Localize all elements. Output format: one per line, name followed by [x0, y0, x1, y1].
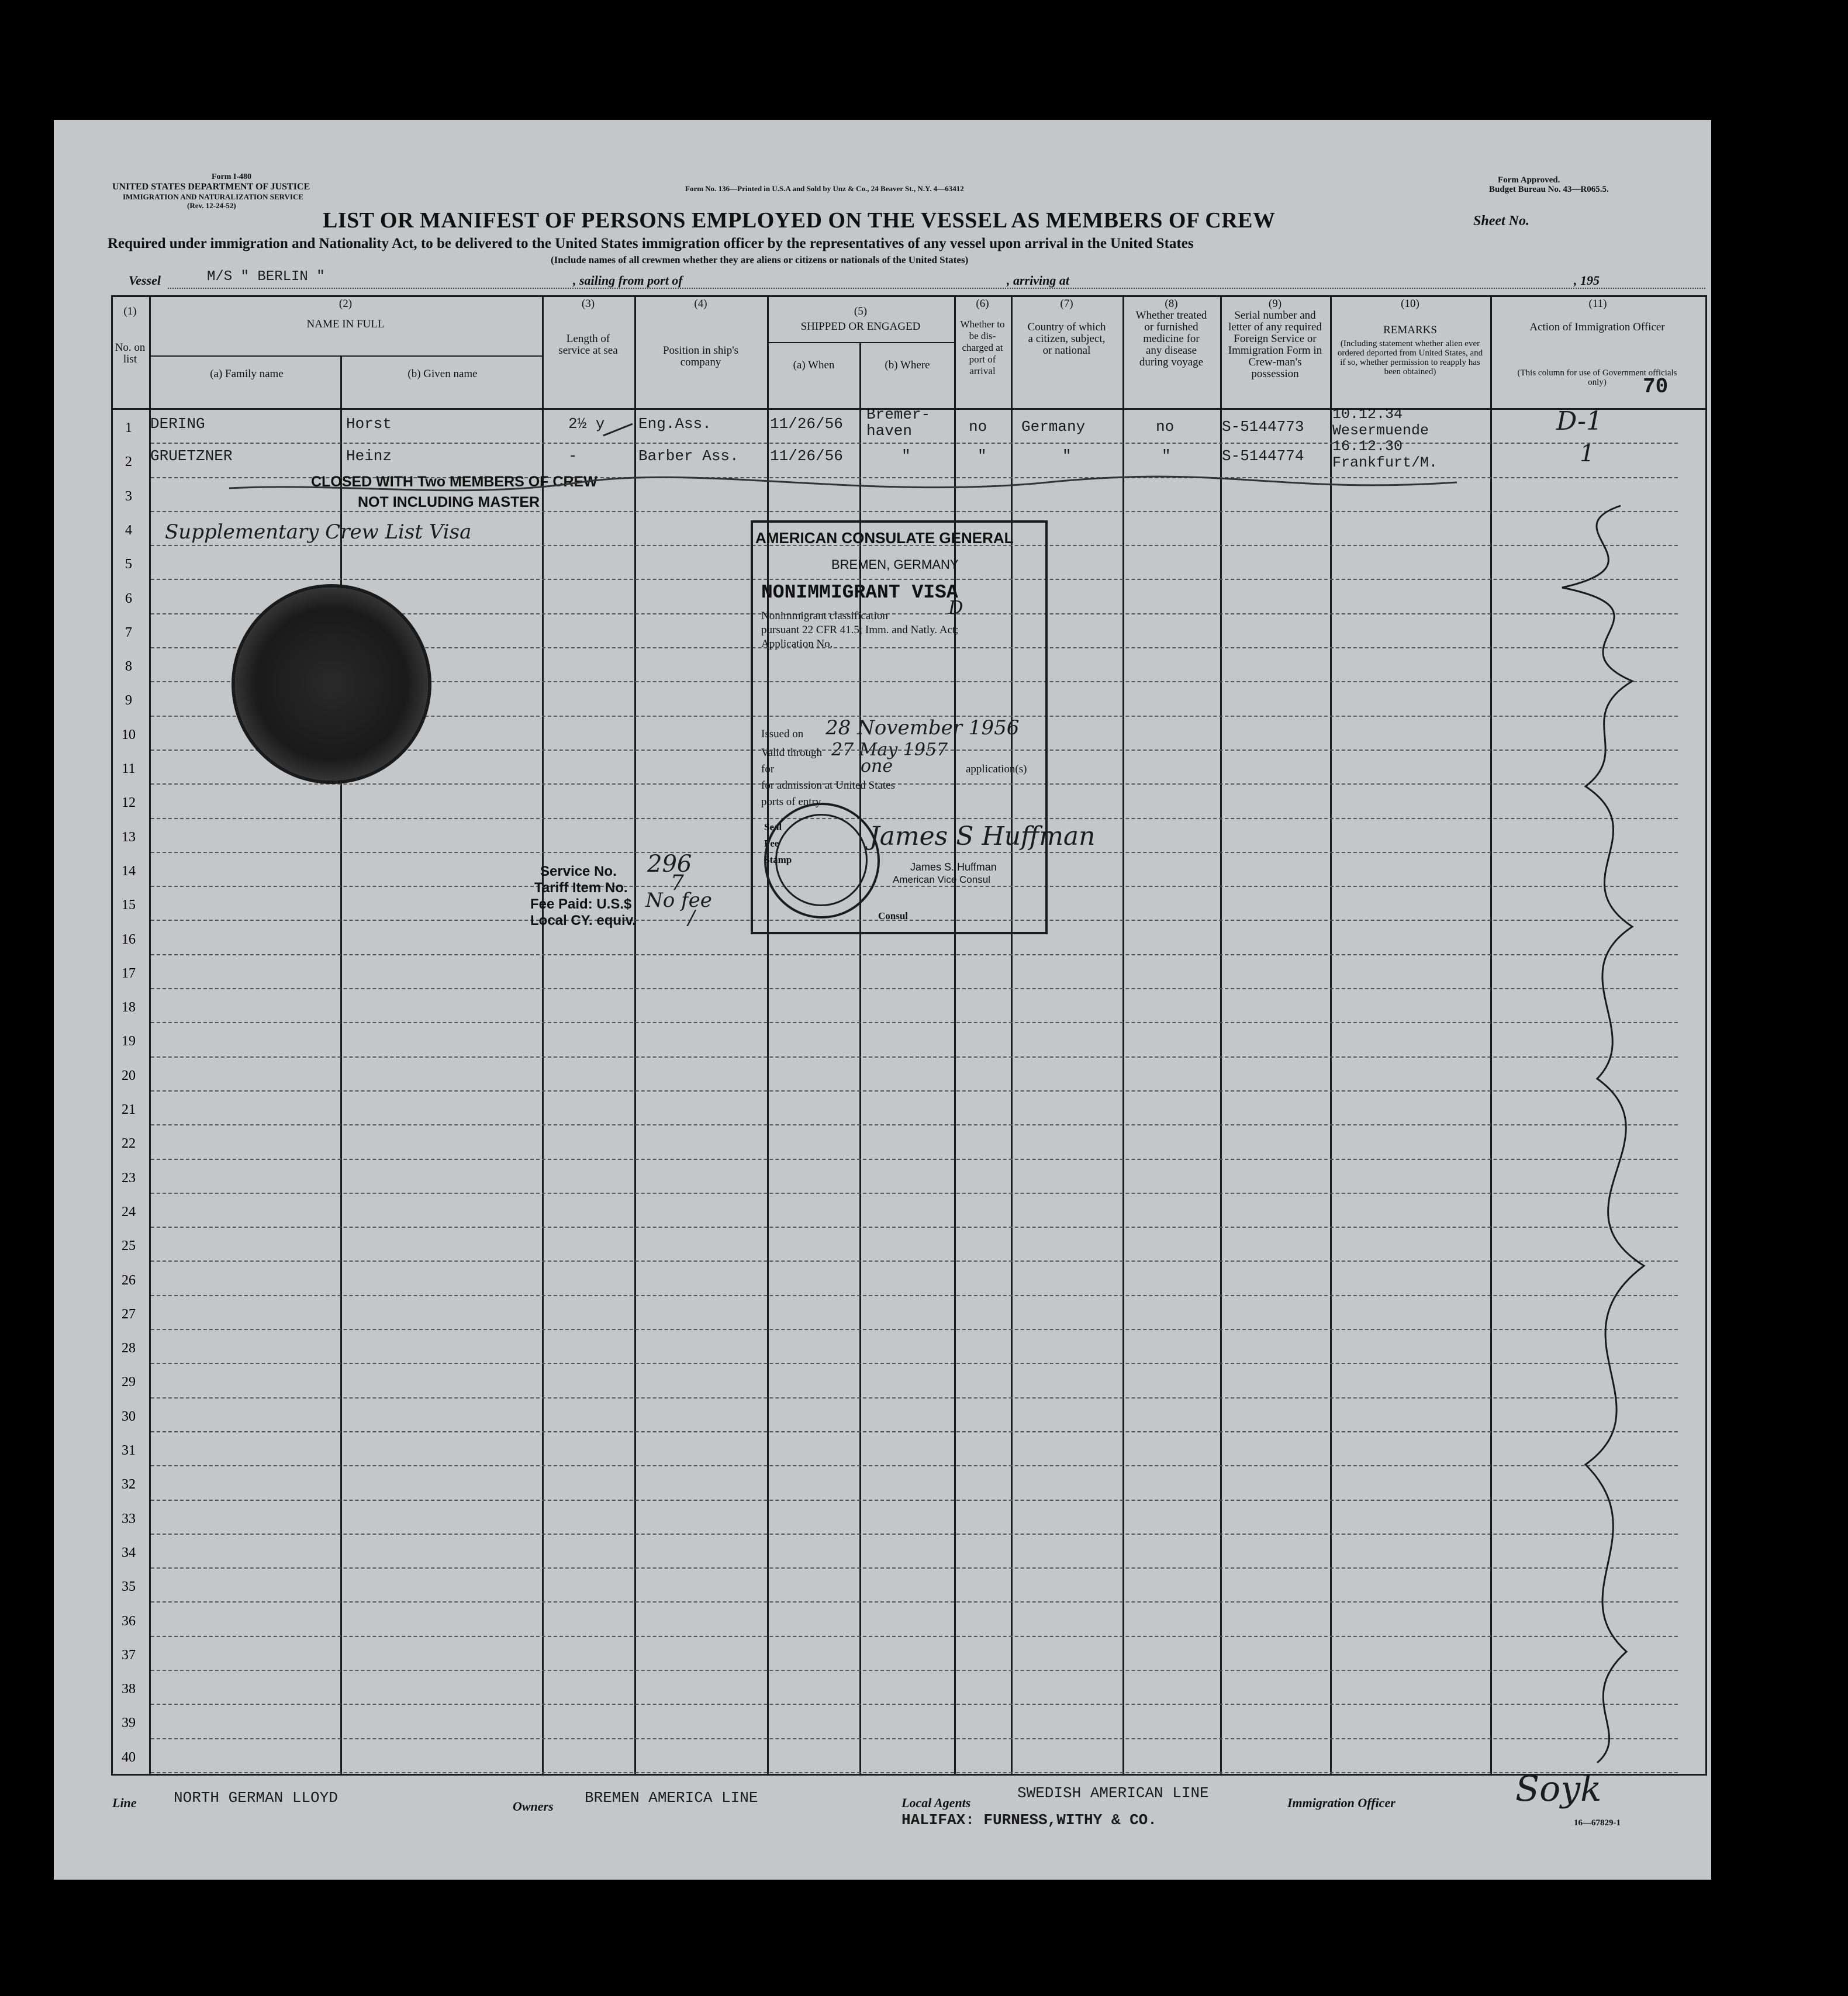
col5-header: SHIPPED OR ENGAGED [800, 320, 921, 333]
crew1-family: DERING [150, 415, 205, 433]
vessel-name: M/S " BERLIN " [207, 269, 325, 285]
crew1-country: Germany [1021, 418, 1086, 436]
row-number: 24 [122, 1204, 136, 1220]
col10-num: (10) [1401, 298, 1419, 310]
vessel-label: Vessel [129, 273, 161, 288]
tariff-label: Tariff Item No. [534, 880, 628, 896]
col2b-header: (b) Given name [407, 368, 478, 380]
row-number: 25 [122, 1238, 136, 1254]
footer-agents-label: Local Agents [901, 1795, 971, 1810]
visa-issued-label: Issued on [761, 728, 804, 740]
footer-owners-value: BREMEN AMERICA LINE [585, 1789, 758, 1807]
crew2-where: " [901, 447, 911, 465]
round-consular-seal [764, 803, 880, 918]
visa-admission: for admission at United States [761, 779, 896, 792]
visa-ports: ports of entry. [761, 796, 823, 808]
row-number: 20 [122, 1068, 136, 1083]
row-number: 23 [122, 1170, 136, 1186]
footer-line-label: Line [112, 1795, 137, 1810]
visa-officer-title: American Vice Consul [893, 874, 990, 885]
visa-application: Application No. [761, 638, 833, 650]
col5b-header: (b) Where [885, 359, 930, 371]
row-number: 8 [125, 659, 132, 675]
row-number: 7 [125, 624, 132, 640]
visa-issued-value: 28 November 1956 [825, 716, 1020, 740]
col4-header: Position in ship's company [662, 344, 739, 368]
closing-line1: CLOSED WITH Two MEMBERS OF CREW [311, 474, 597, 490]
fee-paid-label: Fee Paid: U.S.$ [530, 896, 632, 912]
row-number: 16 [122, 931, 136, 947]
embossed-seal [235, 588, 428, 781]
footer-line-value: NORTH GERMAN LLOYD [174, 1789, 338, 1807]
row-number: 22 [122, 1136, 136, 1152]
service: IMMIGRATION AND NATURALIZATION SERVICE [123, 192, 304, 201]
crew2-family: GRUETZNER [150, 447, 233, 465]
sailing-label: , sailing from port of [573, 273, 683, 288]
row-number: 11 [122, 761, 136, 776]
col1-num: (1) [123, 305, 137, 317]
visa-applications: application(s) [966, 763, 1027, 775]
visa-consul-label: Consul [878, 910, 909, 921]
col4-num: (4) [694, 298, 707, 310]
col5a-header: (a) When [793, 359, 835, 371]
crew1-discharged: no [969, 418, 987, 436]
col3-num: (3) [581, 298, 595, 310]
row-number: 5 [125, 557, 132, 572]
round-seal-inner [775, 814, 868, 906]
local-equiv-label: Local CY. equiv. [530, 913, 636, 928]
col11-note: (This column for use of Government officials only) [1517, 368, 1677, 387]
row-number: 9 [125, 693, 132, 709]
annotation-layer [54, 120, 1711, 1880]
col7-header: Country of which a citizen, subject, or national [1027, 321, 1106, 357]
service-value: 296 [647, 851, 692, 878]
row-number: 36 [122, 1613, 136, 1629]
visa-stamp-label: Stamp [764, 854, 792, 865]
row-number: 1 [125, 420, 132, 436]
crew2-serial: S-5144774 [1222, 447, 1304, 465]
revision: (Rev. 12-24-52) [187, 201, 236, 210]
crew2-when: 11/26/56 [770, 447, 843, 465]
row-number: 17 [122, 965, 136, 981]
tariff-value: 7 [671, 871, 684, 895]
row-number: 19 [122, 1034, 136, 1049]
row-number: 26 [122, 1272, 136, 1288]
year-label: , 195 [1574, 273, 1600, 288]
row-number: 4 [125, 522, 132, 538]
fee-paid-value: No fee [645, 889, 712, 912]
crew1-when: 11/26/56 [770, 415, 843, 433]
visa-title: NONIMMIGRANT VISA [761, 582, 958, 603]
row-number: 40 [122, 1749, 136, 1765]
crew2-country: " [1062, 447, 1072, 465]
crew2-service: - [568, 447, 578, 465]
page-title: LIST OR MANIFEST OF PERSONS EMPLOYED ON THE VESSEL AS MEMBERS OF CREW [323, 208, 1276, 233]
col6-num: (6) [976, 298, 989, 310]
row-number: 32 [122, 1477, 136, 1493]
visa-valid-label: Valid through [761, 747, 822, 759]
footer-owners-label: Owners [513, 1799, 554, 1814]
footer-officer-label: Immigration Officer [1287, 1795, 1396, 1810]
visa-pursuant: pursuant 22 CFR 41.5; Imm. and Natly. Act; [761, 624, 959, 636]
row-number: 21 [122, 1102, 136, 1117]
row-number: 10 [122, 727, 136, 743]
manifest-page [54, 120, 1711, 1880]
col9-num: (9) [1268, 298, 1282, 310]
row-number: 6 [125, 590, 132, 606]
crew1-where: Bremer- haven [866, 406, 931, 440]
visa-class-value: D [948, 596, 963, 619]
col11-num: (11) [1588, 298, 1607, 310]
crew1-position: Eng.Ass. [638, 415, 711, 433]
visa-city: BREMEN, GERMANY [831, 557, 959, 572]
col11-header: Action of Immigration Officer [1529, 321, 1665, 333]
row-number: 34 [122, 1545, 136, 1560]
approval-line2: Budget Bureau No. 43—R065.5. [1489, 185, 1609, 194]
row-number: 33 [122, 1511, 136, 1527]
footer-halifax: HALIFAX: FURNESS,WITHY & CO. [901, 1811, 1157, 1829]
sheet-label: Sheet No. [1473, 213, 1529, 229]
crew1-action: D-1 [1556, 406, 1602, 436]
crew1-serial: S-5144773 [1222, 418, 1304, 436]
visa-for-label: for [761, 763, 775, 775]
crew1-remarks: 10.12.34 Wesermuende [1332, 406, 1429, 439]
col5-num: (5) [854, 305, 868, 317]
department: UNITED STATES DEPARTMENT OF JUSTICE [112, 182, 310, 192]
col8-num: (8) [1165, 298, 1178, 310]
handwritten-note: Supplementary Crew List Visa [165, 520, 472, 544]
subtitle2: (Include names of all crewmen whether they are aliens or citizens or nationals of the United States) [551, 254, 969, 265]
footer-agents-value: SWEDISH AMERICAN LINE [1017, 1784, 1209, 1802]
row-number: 15 [122, 897, 136, 913]
closing-line2: NOT INCLUDING MASTER [358, 494, 540, 510]
margin-number: 70 [1643, 375, 1669, 399]
col10-header: REMARKS [1383, 324, 1437, 336]
row-number: 39 [122, 1715, 136, 1731]
col6-header: Whether to be dis-charged at port of arrival [960, 319, 1005, 377]
row-number: 29 [122, 1375, 136, 1390]
col2a-header: (a) Family name [210, 368, 284, 380]
row-number: 13 [122, 829, 136, 845]
row-number: 2 [125, 454, 132, 470]
row-number: 28 [122, 1341, 136, 1356]
col9-header: Serial number and letter of any required Foreign Service or Immigration Form in Crew-man's possession [1228, 309, 1322, 380]
col2-header: NAME IN FULL [306, 318, 385, 330]
crew2-given: Heinz [346, 447, 392, 465]
col8-header: Whether treated or furnished medicine for any disease during voyage [1135, 309, 1207, 368]
crew2-discharged: " [977, 447, 987, 465]
form-number: Form I-480 [212, 172, 252, 181]
row-number: 27 [122, 1306, 136, 1322]
visa-class-label: Nonimmigrant classification [761, 610, 888, 622]
crew1-medicine: no [1156, 418, 1175, 436]
approval-line1: Form Approved. [1498, 175, 1560, 185]
visa-fee-label: Fee [764, 838, 779, 849]
visa-signature: James S Huffman [869, 821, 1096, 851]
crew1-given: Horst [346, 415, 392, 433]
row-number: 3 [125, 488, 132, 504]
row-number: 18 [122, 1000, 136, 1016]
col3-header: Length of service at sea [558, 333, 618, 357]
crew2-remarks: 16.12.30 Frankfurt/M. [1332, 438, 1438, 471]
col2-num: (2) [338, 298, 353, 310]
footer-officer-signature: Soyk [1515, 1769, 1602, 1809]
row-number: 14 [122, 863, 136, 879]
col1-header: No. on list [115, 341, 146, 365]
gpo-code: 16—67829-1 [1574, 1818, 1621, 1828]
visa-officer-name: James S. Huffman [910, 861, 997, 873]
local-equiv-value: / [688, 906, 695, 930]
printer-note: Form No. 136—Printed in U.S.A and Sold by Unz & Co., 24 Beaver St., N.Y. 4—63412 [685, 184, 964, 193]
crew2-action: 1 [1580, 440, 1595, 467]
row-number: 31 [122, 1443, 136, 1458]
visa-consulate: AMERICAN CONSULATE GENERAL [755, 529, 1014, 547]
visa-seal-label: Seal [764, 821, 782, 833]
row-number: 30 [122, 1408, 136, 1424]
subtitle: Required under immigration and Nationality Act, to be delivered to the United States immigration officer by the representatives of any vessel upon arrival in the United States [108, 236, 1194, 251]
crew1-service: 2½ y [568, 415, 605, 433]
col7-num: (7) [1060, 298, 1073, 310]
row-number: 37 [122, 1647, 136, 1663]
row-number: 38 [122, 1681, 136, 1697]
crew2-medicine: " [1162, 447, 1171, 465]
row-number: 35 [122, 1579, 136, 1595]
visa-for-value: one [861, 756, 893, 776]
service-label: Service No. [540, 864, 617, 879]
visa-valid-value: 27 May 1957 [831, 740, 948, 760]
crew2-position: Barber Ass. [638, 447, 739, 465]
arriving-label: , arriving at [1007, 273, 1069, 288]
row-number: 12 [122, 795, 136, 811]
col10-note: (Including statement whether alien ever ordered deported from United States, and if so, whether permission to reapply has been obtained) [1337, 339, 1483, 377]
